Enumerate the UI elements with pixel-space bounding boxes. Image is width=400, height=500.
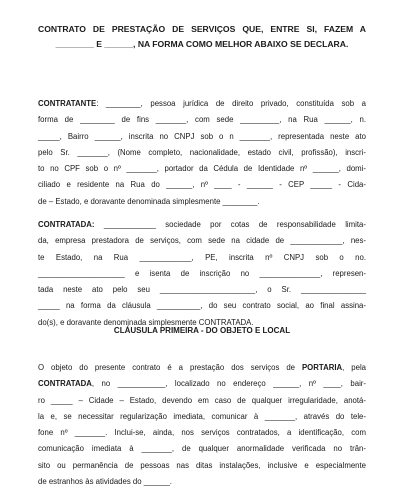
contratada-line-4: ____________________ e isenta de inscrição no ______________, represen- bbox=[38, 268, 366, 278]
objeto-line-4: la e, se necessitar regularização imediata, comunicar à _______, através do tele- bbox=[38, 411, 366, 421]
contratante-label: CONTRATANTE bbox=[38, 99, 97, 108]
objeto-paragraph bbox=[38, 360, 366, 490]
contratada-paragraph bbox=[38, 217, 366, 331]
contratada-line-3: te Estado, na Rua ____________, PE, inscrita nº CNPJ sob o no. bbox=[38, 252, 366, 262]
contratante-line-5: to no CPF sob o nº _______, portador da Cédula de Identidade nº ______, domi- bbox=[38, 164, 366, 174]
contratante-line-3: _____, Bairro ______, inscrita no CNPJ sob o n _______, representada neste ato bbox=[38, 131, 366, 141]
contratada-line-5: tada neste ato pelo seu ______________________, o Sr. _______________ bbox=[38, 285, 366, 295]
contratante-line-1: CONTRATANTE: ________, pessoa jurídica de direito privado, constituída sob a bbox=[38, 99, 366, 108]
objeto-line-2: CONTRATADA, no ___________, localizado no endereço ______, nº ____, bair- bbox=[38, 379, 366, 389]
document-title bbox=[38, 22, 366, 52]
contratante-line-6: ciliado e residente na Rua do ______, nº ____ - ______ - CEP _____ - Cida- bbox=[38, 180, 366, 190]
title-line-1: CONTRATO DE PRESTAÇÃO DE SERVIÇOS QUE, ENTRE SI, FAZEM A bbox=[38, 24, 366, 34]
contratada-line-7: do(s), e doravante denominada simplesmente CONTRATADA. bbox=[38, 317, 254, 327]
objeto-line-5: fone nº _______. Inclui-se, ainda, nos serviços contratados, a identificação, com bbox=[38, 428, 366, 438]
objeto-line-8: de estranhos às atividades do ______. bbox=[38, 477, 172, 487]
portaria-term: PORTARIA bbox=[301, 363, 343, 372]
contratada-label: CONTRATADA: bbox=[38, 220, 95, 229]
objeto-line-1: O objeto do presente contrato é a prestação dos serviços de PORTARIA, pela bbox=[38, 363, 367, 372]
title-line-2: ________ E ______, NA FORMA COMO MELHOR ABAIXO SE DECLARA. bbox=[55, 39, 349, 49]
clausula-primeira-heading: CLÁUSULA PRIMEIRA - DO OBJETO E LOCAL bbox=[113, 326, 291, 335]
contratante-line-7: de – Estado, e doravante denominada simplesmente ________. bbox=[38, 196, 260, 206]
objeto-line-6: comunicação imediata à _______, de qualquer anormalidade verificada no trân- bbox=[38, 444, 366, 454]
contratada-line-1: CONTRATADA: ____________ sociedade por cotas de responsabilidade limita- bbox=[38, 220, 366, 229]
contratada-term: CONTRATADA bbox=[38, 379, 92, 389]
contratante-line-4: pelo Sr. _______, (Nome completo, nacionalidade, estado civil, profissão), inscri- bbox=[38, 147, 366, 157]
contratante-paragraph bbox=[38, 96, 366, 210]
contratada-line-2: da, empresa prestadora de serviços, com sede na cidade de ____________, nes- bbox=[38, 236, 366, 246]
contratada-line-6: _____ na forma da cláusula __________, do seu contrato social, ao final assina- bbox=[38, 301, 366, 311]
objeto-line-7: sito ou permanência de pessoas nas ditas instalações, inclusive e especialmente bbox=[38, 460, 366, 470]
contratante-line-2: forma de ________ de fins _______, com sede _________, na Rua ______, n. bbox=[38, 115, 366, 125]
objeto-line-3: ro _____ – Cidade – Estado, devendo em caso de qualquer irregularidade, anotá- bbox=[38, 395, 366, 405]
